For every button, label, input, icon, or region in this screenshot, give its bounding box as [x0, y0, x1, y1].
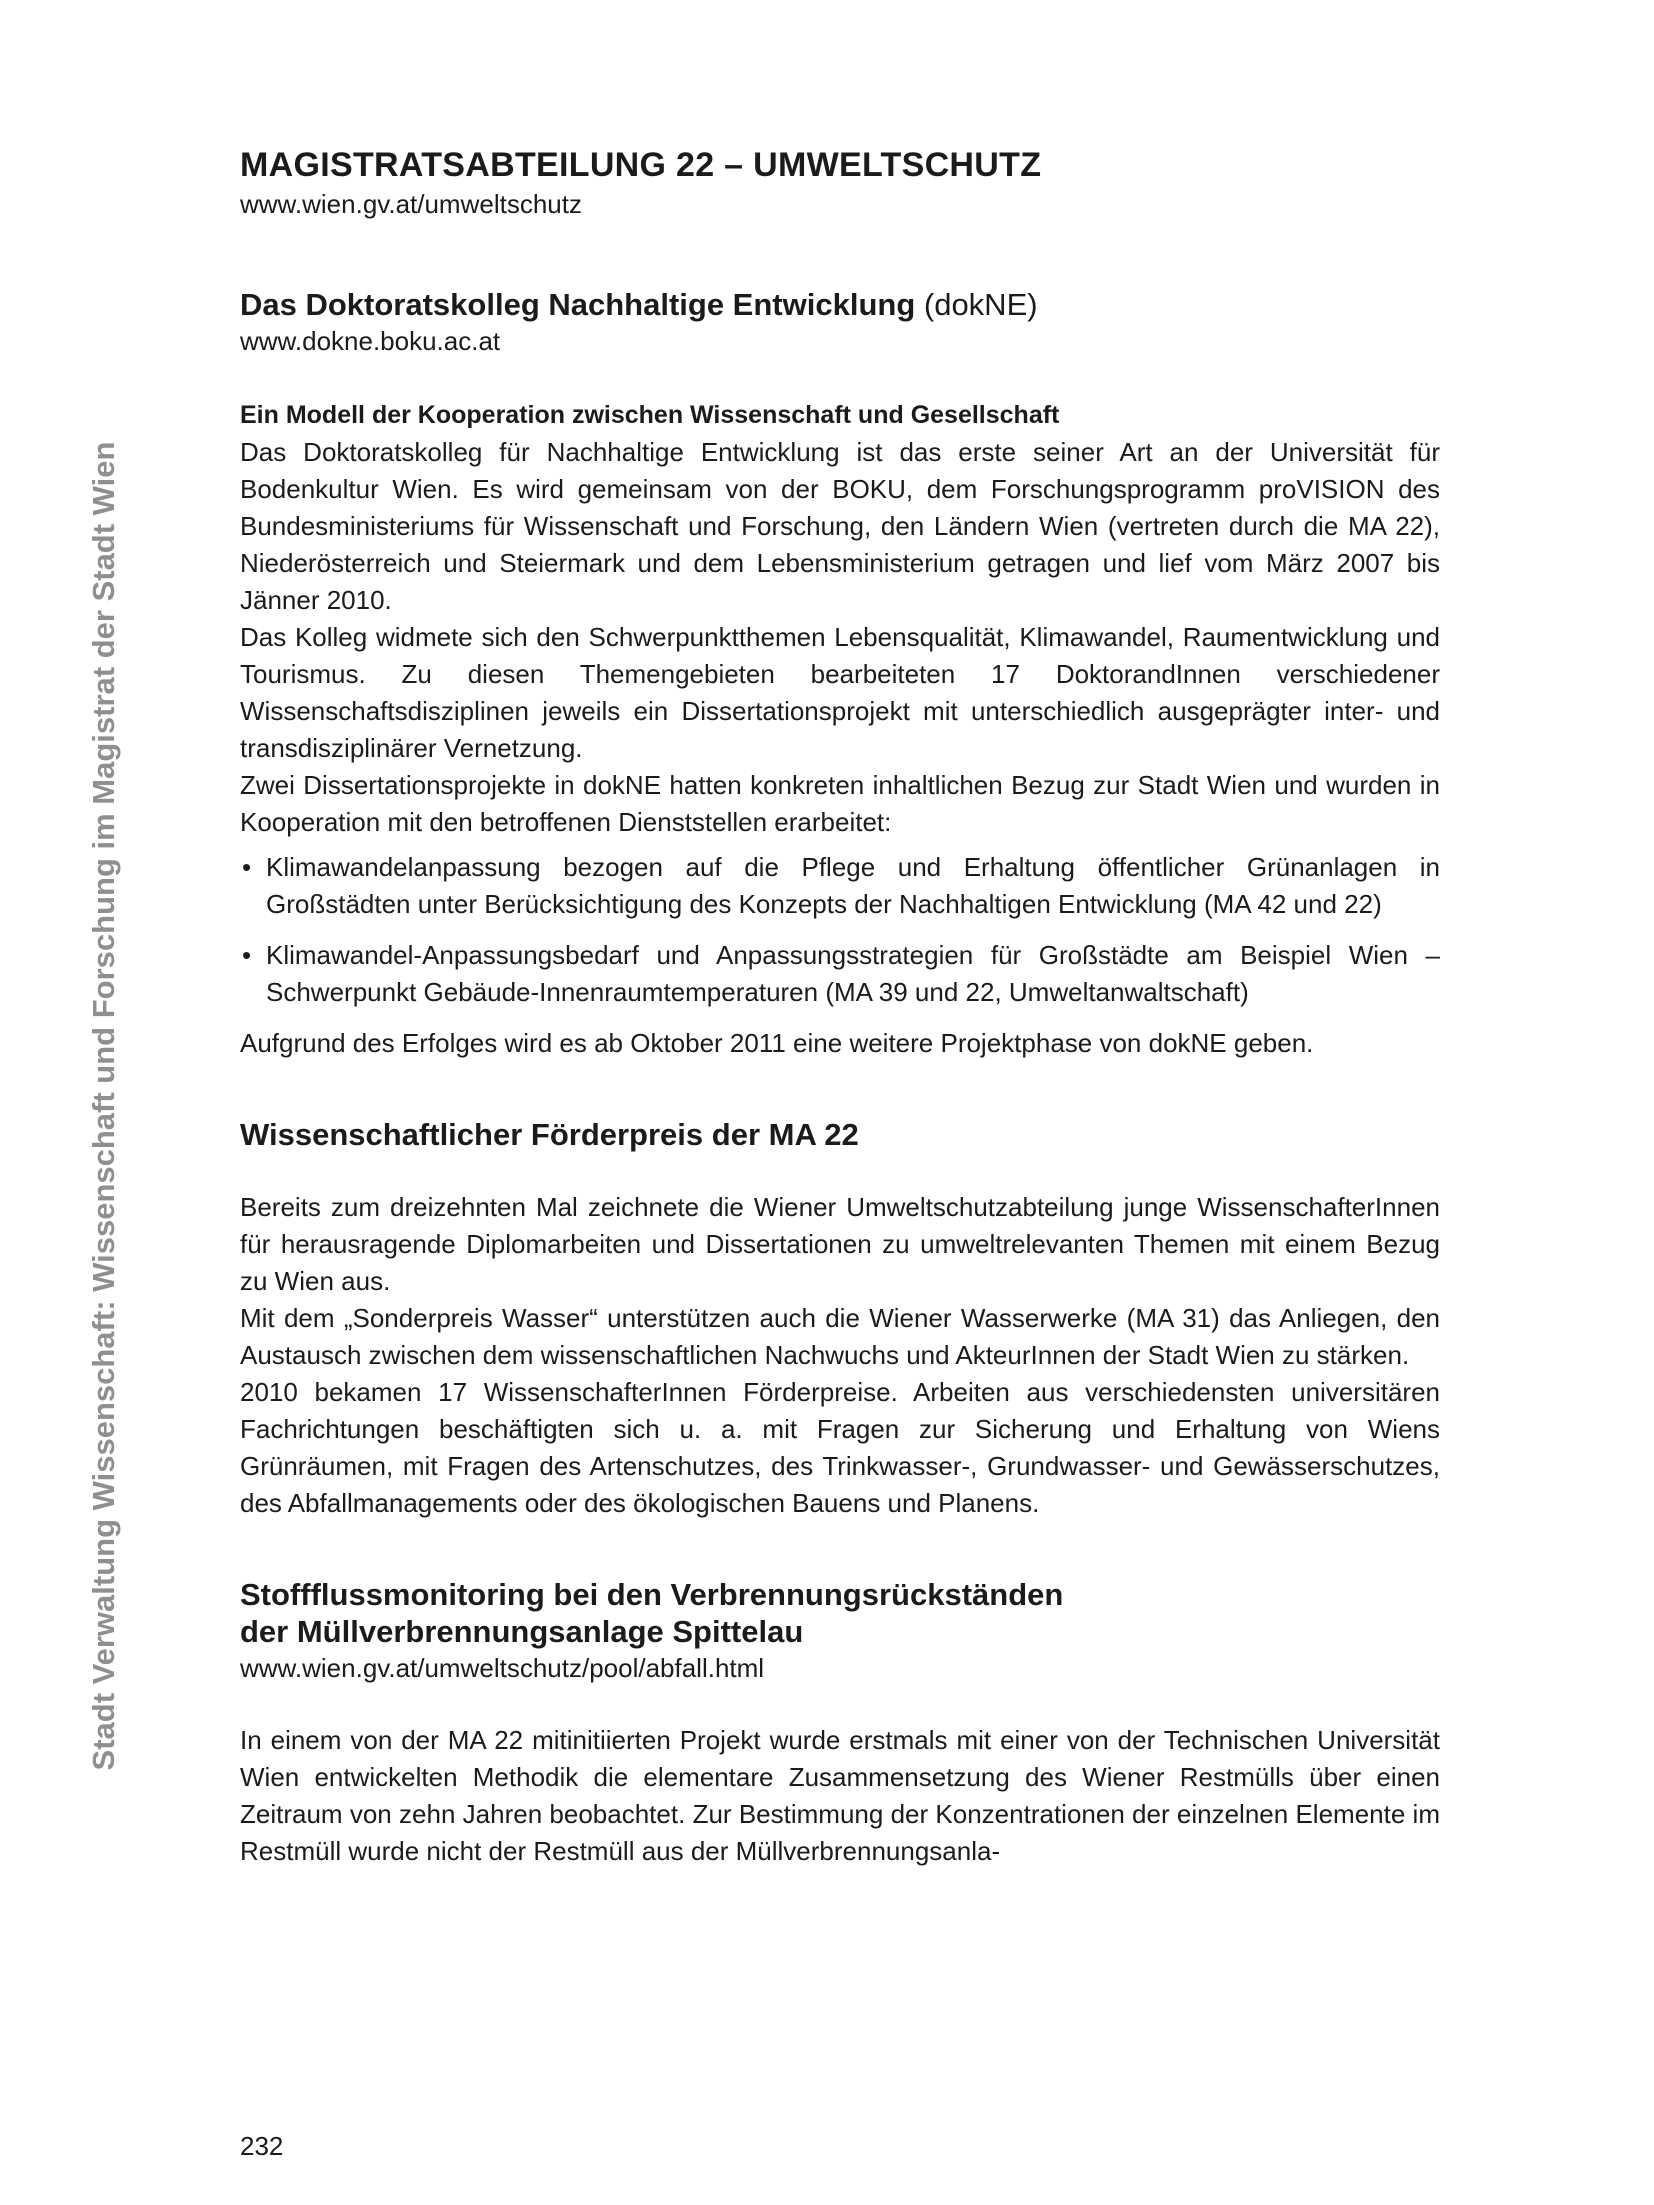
department-title: MAGISTRATSABTEILUNG 22 – UMWELTSCHUTZ — [240, 146, 1042, 184]
paragraph: Aufgrund des Erfolges wird es ab Oktober 2011 eine weitere Projektphase von dokNE geben. — [240, 1028, 1314, 1058]
section-title-suffix: (dokNE) — [923, 287, 1038, 322]
paragraph: 2010 bekamen 17 WissenschafterInnen Förderpreise. Arbeiten aus verschiedensten universitären Fachrichtungen beschäftigten sich u. a. mit Fragen zur Sicherung und Erhaltung von Wiens Grünräumen, mit Fragen des Artenschutzes, des Trinkwasser-, Grundwasser- und Gewässerschutzes, des Abfallmanagements oder des ökologischen Bauens und Planens. — [240, 1377, 1440, 1518]
section-title-doktoratskolleg — [240, 286, 1440, 323]
page-number: 232 — [240, 2131, 284, 2161]
doktoratskolleg-url[interactable]: www.dokne.boku.ac.at — [240, 326, 501, 356]
project-list — [240, 849, 1440, 1011]
list-item — [240, 849, 1440, 923]
list-item-text: Klimawandel-Anpassungsbedarf und Anpassungsstrategien für Großstädte am Beispiel Wien – Schwerpunkt Gebäude-Innenraumtemperaturen (MA 39 und 22, Umweltanwaltschaft) — [266, 940, 1440, 1007]
section-doktoratskolleg — [240, 286, 1440, 1062]
section-foerderpreis — [240, 1116, 1440, 1522]
section-title-line: Stoffflussmonitoring bei den Verbrennungsrückständen — [240, 1577, 1064, 1612]
section-title-line: der Müllverbrennungsanlage Spittelau — [240, 1614, 804, 1649]
bullet-icon: • — [242, 852, 252, 882]
paragraph: Zwei Dissertationsprojekte in dokNE hatten konkreten inhaltlichen Bezug zur Stadt Wien und wurden in Kooperation mit den betroffenen Dienststellen erarbeitet: — [240, 770, 1440, 837]
paragraph: Mit dem „Sonderpreis Wasser“ unterstützen auch die Wiener Wasserwerke (MA 31) das Anliegen, den Austausch zwischen dem wissenschaftlichen Nachwuchs und AkteurInnen der Stadt Wien zu stärken. — [240, 1303, 1440, 1370]
paragraph: Das Doktoratskolleg für Nachhaltige Entwicklung ist das erste seiner Art an der Universität für Bodenkultur Wien. Es wird gemeinsam von der BOKU, dem Forschungsprogramm proVISION des Bundesministeriums für Wissenschaft und Forschung, den Ländern Wien (vertreten durch die MA 22), Niederösterreich und Steiermark und dem Lebensministerium getragen und lief vom März 2007 bis Jänner 2010. — [240, 437, 1440, 615]
paragraph: Das Kolleg widmete sich den Schwerpunktthemen Lebensqualität, Klimawandel, Raumentwicklung und Tourismus. Zu diesen Themengebieten bearbeiteten 17 DoktorandInnen verschiedener Wissenschaftsdisziplinen jeweils ein Dissertationsprojekt mit unterschiedlich ausgeprägter inter- und transdisziplinärer Vernetzung. — [240, 622, 1440, 763]
bullet-icon: • — [242, 940, 252, 970]
list-item — [240, 937, 1440, 1011]
stofffluss-url[interactable]: www.wien.gv.at/umweltschutz/pool/abfall.html — [240, 1653, 765, 1683]
doktoratskolleg-subtitle: Ein Modell der Kooperation zwischen Wissenschaft und Gesellschaft — [240, 401, 1060, 429]
side-running-title: Stadt Verwaltung Wissenschaft: Wissenschaft und Forschung im Magistrat der Stadt Wien — [86, 441, 121, 1771]
list-item-text: Klimawandelanpassung bezogen auf die Pflege und Erhaltung öffentlicher Grünanlagen in Großstädten unter Berücksichtigung des Konzepts der Nachhaltigen Entwicklung (MA 42 und 22) — [266, 852, 1440, 919]
section-title-stofffluss — [240, 1576, 1440, 1650]
paragraph: Bereits zum dreizehnten Mal zeichnete die Wiener Umweltschutzabteilung junge WissenschafterInnen für herausragende Diplomarbeiten und Dissertationen zu umweltrelevanten Themen mit einem Bezug zu Wien aus. — [240, 1192, 1440, 1296]
section-title-foerderpreis: Wissenschaftlicher Förderpreis der MA 22 — [240, 1117, 859, 1152]
section-title-text: Das Doktoratskolleg Nachhaltige Entwicklung — [240, 287, 916, 322]
page-content — [240, 144, 1440, 1870]
department-url[interactable]: www.wien.gv.at/umweltschutz — [240, 189, 582, 219]
section-stofffluss — [240, 1576, 1440, 1870]
paragraph: In einem von der MA 22 mitinitiierten Projekt wurde erstmals mit einer von der Technischen Universität Wien entwickelten Methodik die elementare Zusammensetzung des Wiener Restmülls über einen Zeitraum von zehn Jahren beobachtet. Zur Bestimmung der Konzentrationen der einzelnen Elemente im Restmüll wurde nicht der Restmüll aus der Müllverbrennungsanla- — [240, 1725, 1440, 1866]
